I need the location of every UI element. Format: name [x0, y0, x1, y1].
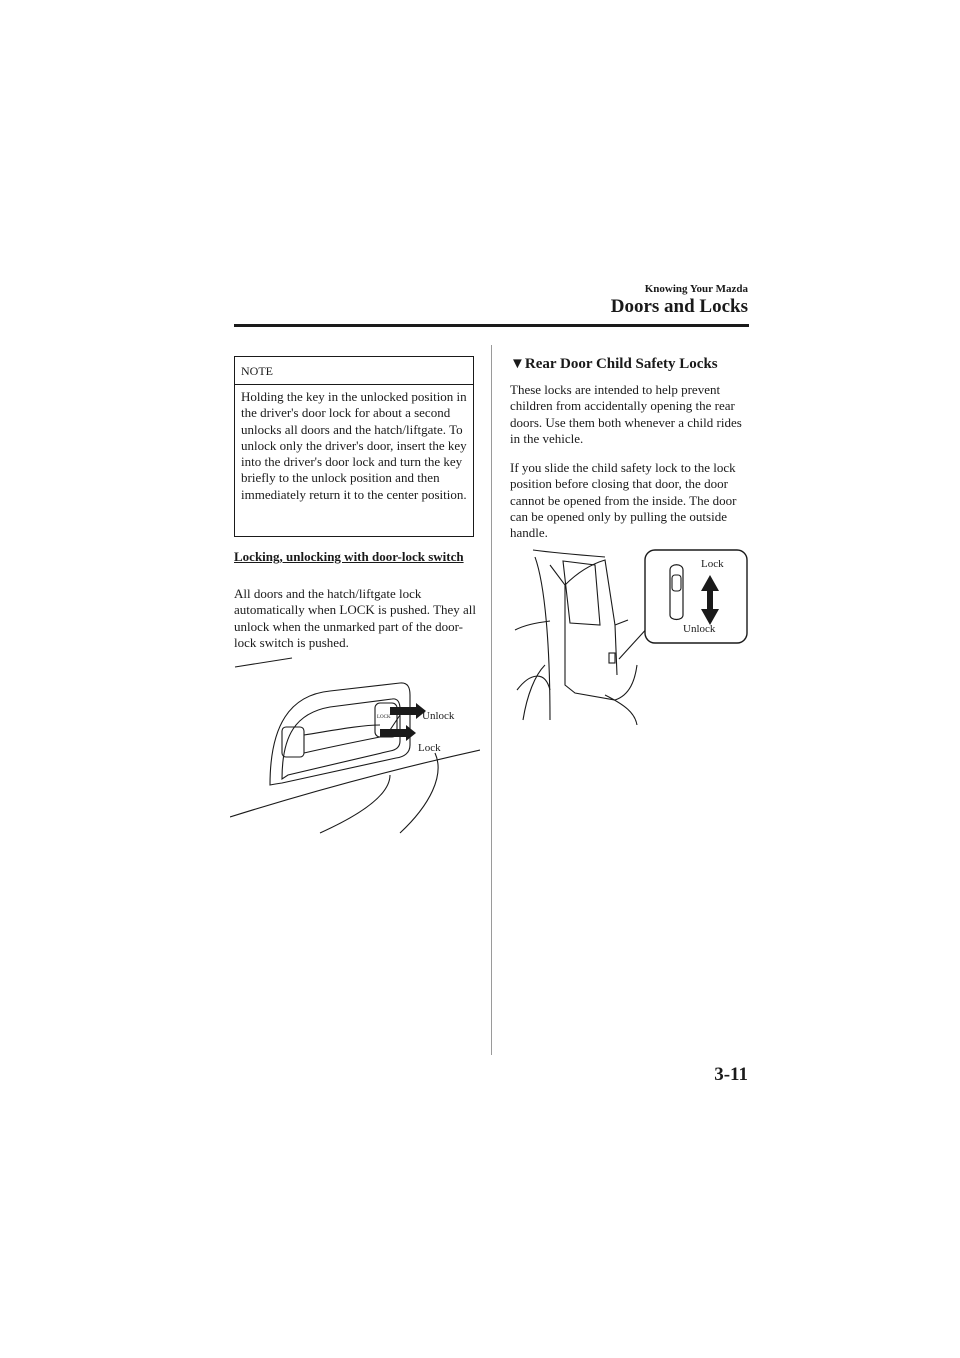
- child-safety-locks-body-2: If you slide the child safety lock to the lock position before closing that door, the door cannot be opened from the inside. The door can be opened only by pulling the outside handle.: [510, 460, 737, 541]
- lock-arrow-icon: [380, 725, 416, 741]
- child-lock-label: Lock: [701, 558, 724, 570]
- door-lock-switch-illustration: [230, 655, 480, 840]
- column-divider: [491, 345, 492, 1055]
- unlock-label: Unlock: [422, 710, 455, 722]
- chapter-title: Knowing Your Mazda: [644, 283, 748, 295]
- note-text: Holding the key in the unlocked position in the driver's door lock for about a second unlocks all doors and the hatch/liftgate. To unlock only the driver's door, insert the key into the driver's door lock and turn the key briefly to the unlock position and then immediately return it to the center position.: [241, 389, 467, 502]
- triangle-marker-icon: ▼: [510, 356, 525, 372]
- unlock-arrow-icon: [390, 703, 426, 719]
- child-safety-lock-illustration: [505, 545, 755, 725]
- note-label: NOTE: [241, 364, 273, 378]
- note-box: [234, 356, 474, 537]
- door-lock-switch-heading: Locking, unlocking with door-lock switch: [234, 549, 464, 564]
- section-title: Doors and Locks: [610, 296, 748, 317]
- lock-label: Lock: [418, 742, 441, 754]
- page-number: 3-11: [714, 1064, 748, 1085]
- door-lock-switch-body: All doors and the hatch/liftgate lock automatically when LOCK is pushed. They all unlock when the unmarked part of the door-lock switch is pushed.: [234, 586, 477, 650]
- child-safety-locks-title: [510, 356, 718, 373]
- child-safety-locks-title-text: Rear Door Child Safety Locks: [524, 356, 718, 372]
- child-safety-locks-body-1: These locks are intended to help prevent children from accidentally opening the rear doors. Use them both whenever a child rides in the vehicle.: [510, 382, 742, 446]
- child-unlock-label: Unlock: [683, 623, 716, 635]
- lock-switch-text: LOCK: [377, 715, 391, 720]
- note-header: [235, 357, 473, 385]
- header-rule: [234, 324, 749, 327]
